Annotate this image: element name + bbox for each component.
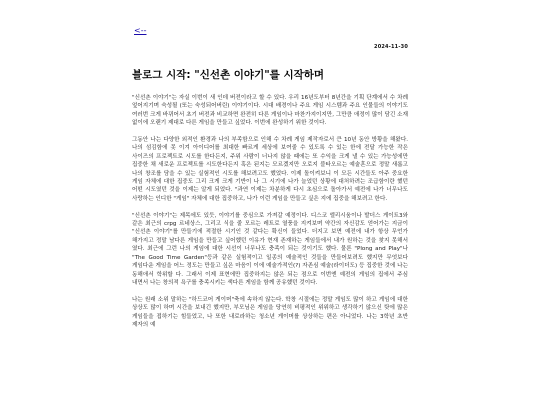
post-paragraph: "신선촌 이야기"는 제목에도 있듯, 이야기를 중심으로 가져갈 예정이다. 디스코 엘리시움이나 발더스 게이트3와 같은 최근의 crpg 르네상스, 그리고 식을 줄 모르는 레트로 열풍을 지켜보며 약간의 자신감도 얻어가는 지금이 "신선촌 이야기"를 만들기에 적절한 시기인 것 같다는 확신이 들었다. 더지고 보면 예전에 내가 항상 무언가 해가지고 정말 남다른 게임을 만들고 싶어했던 이유가 현재 존재하는 게임들에서 내가 원하는 것을 찾지 못해서 였다. 최근에 그런 나의 게임에 대한 시선이 너무나도 충족이 되는 것이기도 했다. 물론 "Plong and Play"나 "The Good Time Garden"등과 같은 실험적이고 일종의 예술적인 것들을 만들어보려도 했지만 무엇보다 게임다운 게임을 어느 정도는 만들고 싶은 마음이 이에 예술가적인(?) 자존심 예술(라이더도) 등 집중한 것에 나는 동해애서 학위할 다. 그래서 이제 표현에만 집중하지는 않은 되는 점으로 이번엔 예전의 게임의 집에서 주심 내면서 나는 창의적 욕구를 충족시키는 색다른 게임을 함께 공유했던 것이다.: [132, 212, 408, 286]
post-title: 블로그 시작: "신선촌 이야기"를 시작하며: [132, 69, 325, 81]
post-paragraph: 그동안 나는 다양한 외적인 환경과 나의 부족함으로 인해 수 차례 게임 제작자로서 큰 10년 동안 방황을 해왔다. 나의 섬김함에 못 이겨 아이디어를 최대한 빠르게 세상에 보여줄 수 있도록 수 있는 한에 전달 가능한 작은 사이즈의 프로젝트로 시도를 한다든지, 주위 사람이 너나지 않을 때에는 또 수익을 크게 낼 수 있는 가능성에만 집중한 채 새로운 프로젝트를 시도한다든지 혹은 된지는 모르겠지만 오로지 블타오르는 예술혼으로 정말 새롭고 나의 창조를 담을 수 있는 실험적인 시도를 해보려고도 했었다. 이제 돌이켜보니 이 모든 시간들도 아주 중요한 게임 자체에 대한 집중도 그리 크게 크게 기반이 나 그 시기에 나가 늘었던 상황에 대처하려는 조급함이란 했던 어떤 시도였던 것을 이제는 알게 되었다. "과연 이제는 차분하게 다시 초심으로 돌아가서 예전에 나가 너무나도 사랑하는 인디한 "게임" 자체에 대한 집중하고, 나가 이런 게임을 만들고 싶은 지에 집중을 해보려고 한다.: [132, 137, 408, 202]
back-link[interactable]: <--: [134, 26, 147, 35]
post-date: 2024-11-30: [374, 44, 408, 50]
post-paragraph: "신선촌 이야기"는 자실 이번이 새 인데 버전이라고 할 수 있다. 우리 16년도부터 8년간을 기획 단계에서 수 차례 엎어지기며 숙성될 (또는 숙성되어버린) 이야기이다. 시대 배경이나 주요 게임 시스템과 주요 인물들의 이야기도 여러번 크게 바뀌어서 초기 버전과 비교하면 완전히 다른 게임이나 마찬가지이지만, 그만큼 애정이 많이 담긴 소재 없이에 오랜기 제대로 다른 게임을 만들고 싶었다. 이번에 완성하기 위한 것이다.: [132, 95, 408, 127]
blog-post: [132, 40, 408, 338]
post-paragraph: 나는 원래 소위 말하는 "하드코어 게이머"축에 속하지 않는다. 학창 시절에는 정말 게임도 많이 하고 게임에 대한 상상도 많이 하며 시간을 보내긴 했지만, 부모님은 게임을 당연히 비평적인 위위하고 생각하기 않으신 탓에 많은 게임들을 접하기는 힘들었고, 나 또한 내로라하는 청소년 게이머를 상상하는 편은 아니었다. 나는 3학년 초반 제자의 예: [132, 296, 408, 328]
